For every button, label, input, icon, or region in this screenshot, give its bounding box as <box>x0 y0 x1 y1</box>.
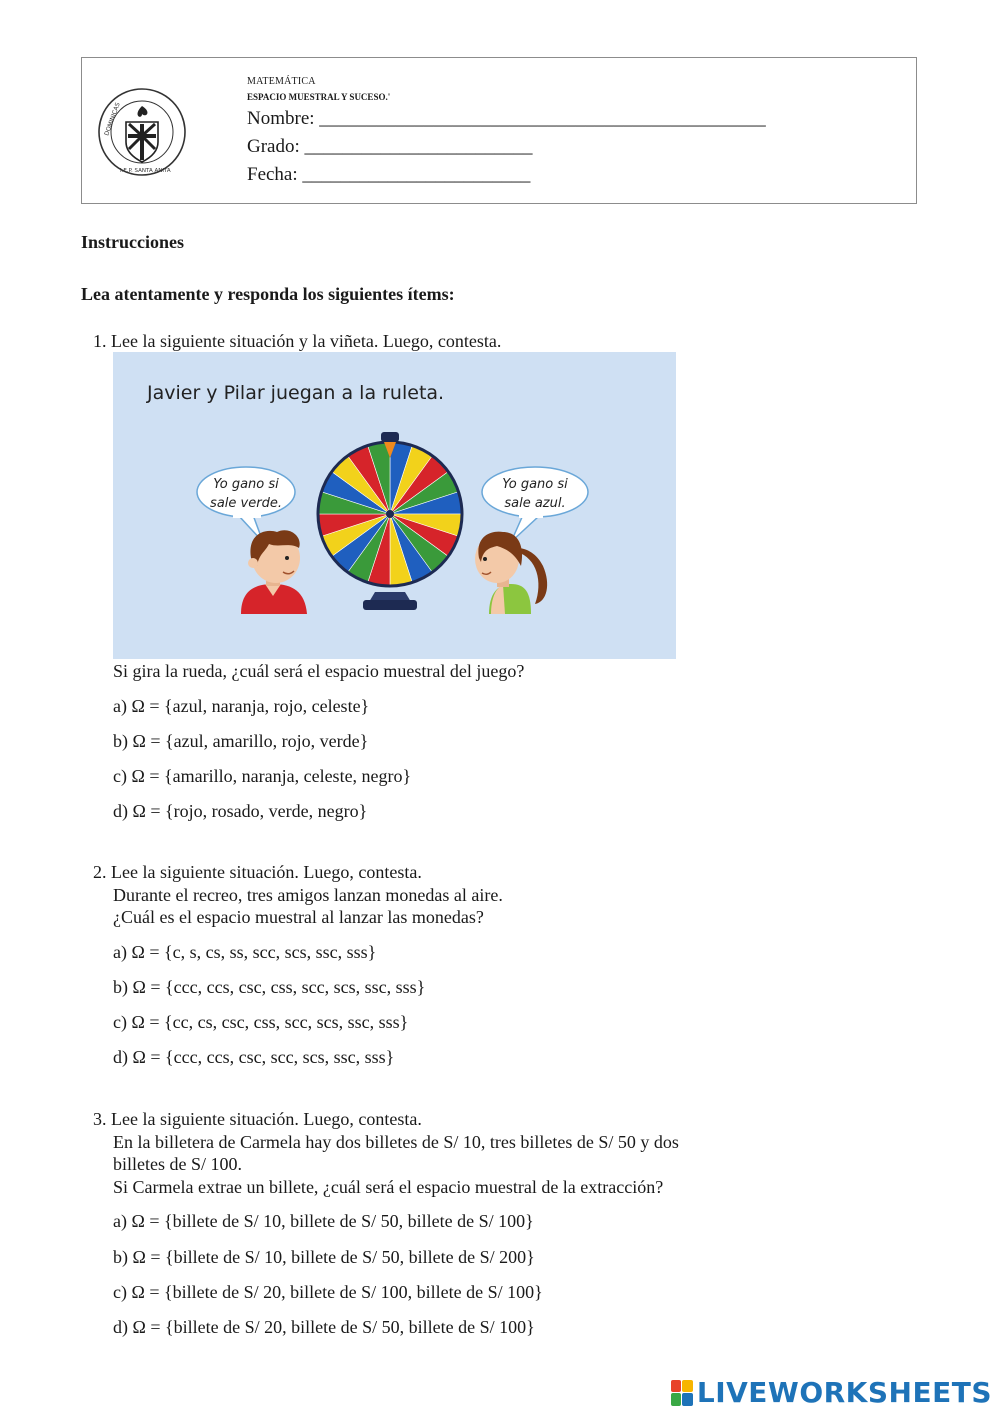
date-field[interactable]: Fecha: ________________________ <box>247 164 531 185</box>
question-2-line-2: Durante el recreo, tres amigos lanzan monedas al aire. <box>113 885 503 905</box>
question-1-option-b[interactable]: b) Ω = {azul, amarillo, rojo, verde} <box>113 731 369 751</box>
seal-text-bottom: I.E.P. SANTA ANITA <box>120 168 171 174</box>
question-1-option-c[interactable]: c) Ω = {amarillo, naranja, celeste, negro} <box>113 766 412 786</box>
name-field[interactable]: Nombre: _______________________________________________ <box>247 108 766 129</box>
question-3-title: 3. Lee la siguiente situación. Luego, contesta. <box>93 1109 422 1129</box>
question-2-option-b[interactable]: b) Ω = {ccc, ccs, csc, css, scc, scs, ssc, sss} <box>113 977 426 997</box>
brand-text: LIVEWORKSHEETS <box>696 1376 992 1409</box>
question-3-line-3: billetes de S/ 100. <box>113 1154 242 1174</box>
instructions-title: Instrucciones <box>81 232 184 252</box>
question-3-option-b[interactable]: b) Ω = {billete de S/ 10, billete de S/ 50, billete de S/ 200} <box>113 1247 535 1267</box>
instructions-text: Lea atentamente y responda los siguientes ítems: <box>81 284 455 304</box>
question-3-option-d[interactable]: d) Ω = {billete de S/ 20, billete de S/ 50, billete de S/ 100} <box>113 1317 535 1337</box>
question-1-option-d[interactable]: d) Ω = {rojo, rosado, verde, negro} <box>113 801 368 821</box>
question-2-option-a[interactable]: a) Ω = {c, s, cs, ss, scc, scs, ssc, sss} <box>113 942 377 962</box>
question-2-option-c[interactable]: c) Ω = {cc, cs, csc, css, scc, scs, ssc, sss} <box>113 1012 409 1032</box>
roulette-scene <box>113 352 676 659</box>
question-3-line-4: Si Carmela extrae un billete, ¿cuál será el espacio muestral de la extracción? <box>113 1177 664 1197</box>
grade-field[interactable]: Grado: ________________________ <box>247 136 533 157</box>
girl-figure <box>475 532 547 614</box>
question-2-line-3: ¿Cuál es el espacio muestral al lanzar las monedas? <box>113 907 484 927</box>
topic-label: ESPACIO MUESTRAL Y SUCESO.' <box>247 92 391 102</box>
wheel-pointer-base <box>381 432 399 442</box>
question-2-title: 2. Lee la siguiente situación. Luego, contesta. <box>93 862 422 882</box>
school-seal-logo <box>96 86 188 178</box>
question-1-title: 1. Lee la siguiente situación y la viñeta. Luego, contesta. <box>93 331 502 351</box>
question-1-option-a[interactable]: a) Ω = {azul, naranja, rojo, celeste} <box>113 696 370 716</box>
question-3-option-a[interactable]: a) Ω = {billete de S/ 10, billete de S/ 50, billete de S/ 100} <box>113 1211 534 1231</box>
question-3-option-c[interactable]: c) Ω = {billete de S/ 20, billete de S/ 100, billete de S/ 100} <box>113 1282 543 1302</box>
liveworksheets-logo <box>671 1376 992 1409</box>
subject-label: MATEMÁTICA <box>247 76 316 87</box>
question-2-option-d[interactable]: d) Ω = {ccc, ccs, csc, scc, scs, ssc, sss} <box>113 1047 395 1067</box>
question-3-line-2: En la billetera de Carmela hay dos billetes de S/ 10, tres billetes de S/ 50 y dos <box>113 1132 679 1152</box>
illustration-caption: Javier y Pilar juegan a la ruleta. <box>147 382 445 404</box>
bubble-right-line-2: sale azul. <box>504 496 566 511</box>
bubble-left-line-2: sale verde. <box>210 496 282 511</box>
seal-text-left: DOMINICAS <box>103 101 122 137</box>
bubble-right-line-1: Yo gano si <box>502 477 568 492</box>
question-1-prompt: Si gira la rueda, ¿cuál será el espacio muestral del juego? <box>113 661 525 681</box>
boy-figure <box>241 530 307 614</box>
bubble-left-line-1: Yo gano si <box>213 477 279 492</box>
liveworksheets-icon <box>671 1380 693 1406</box>
roulette-illustration <box>113 352 676 659</box>
